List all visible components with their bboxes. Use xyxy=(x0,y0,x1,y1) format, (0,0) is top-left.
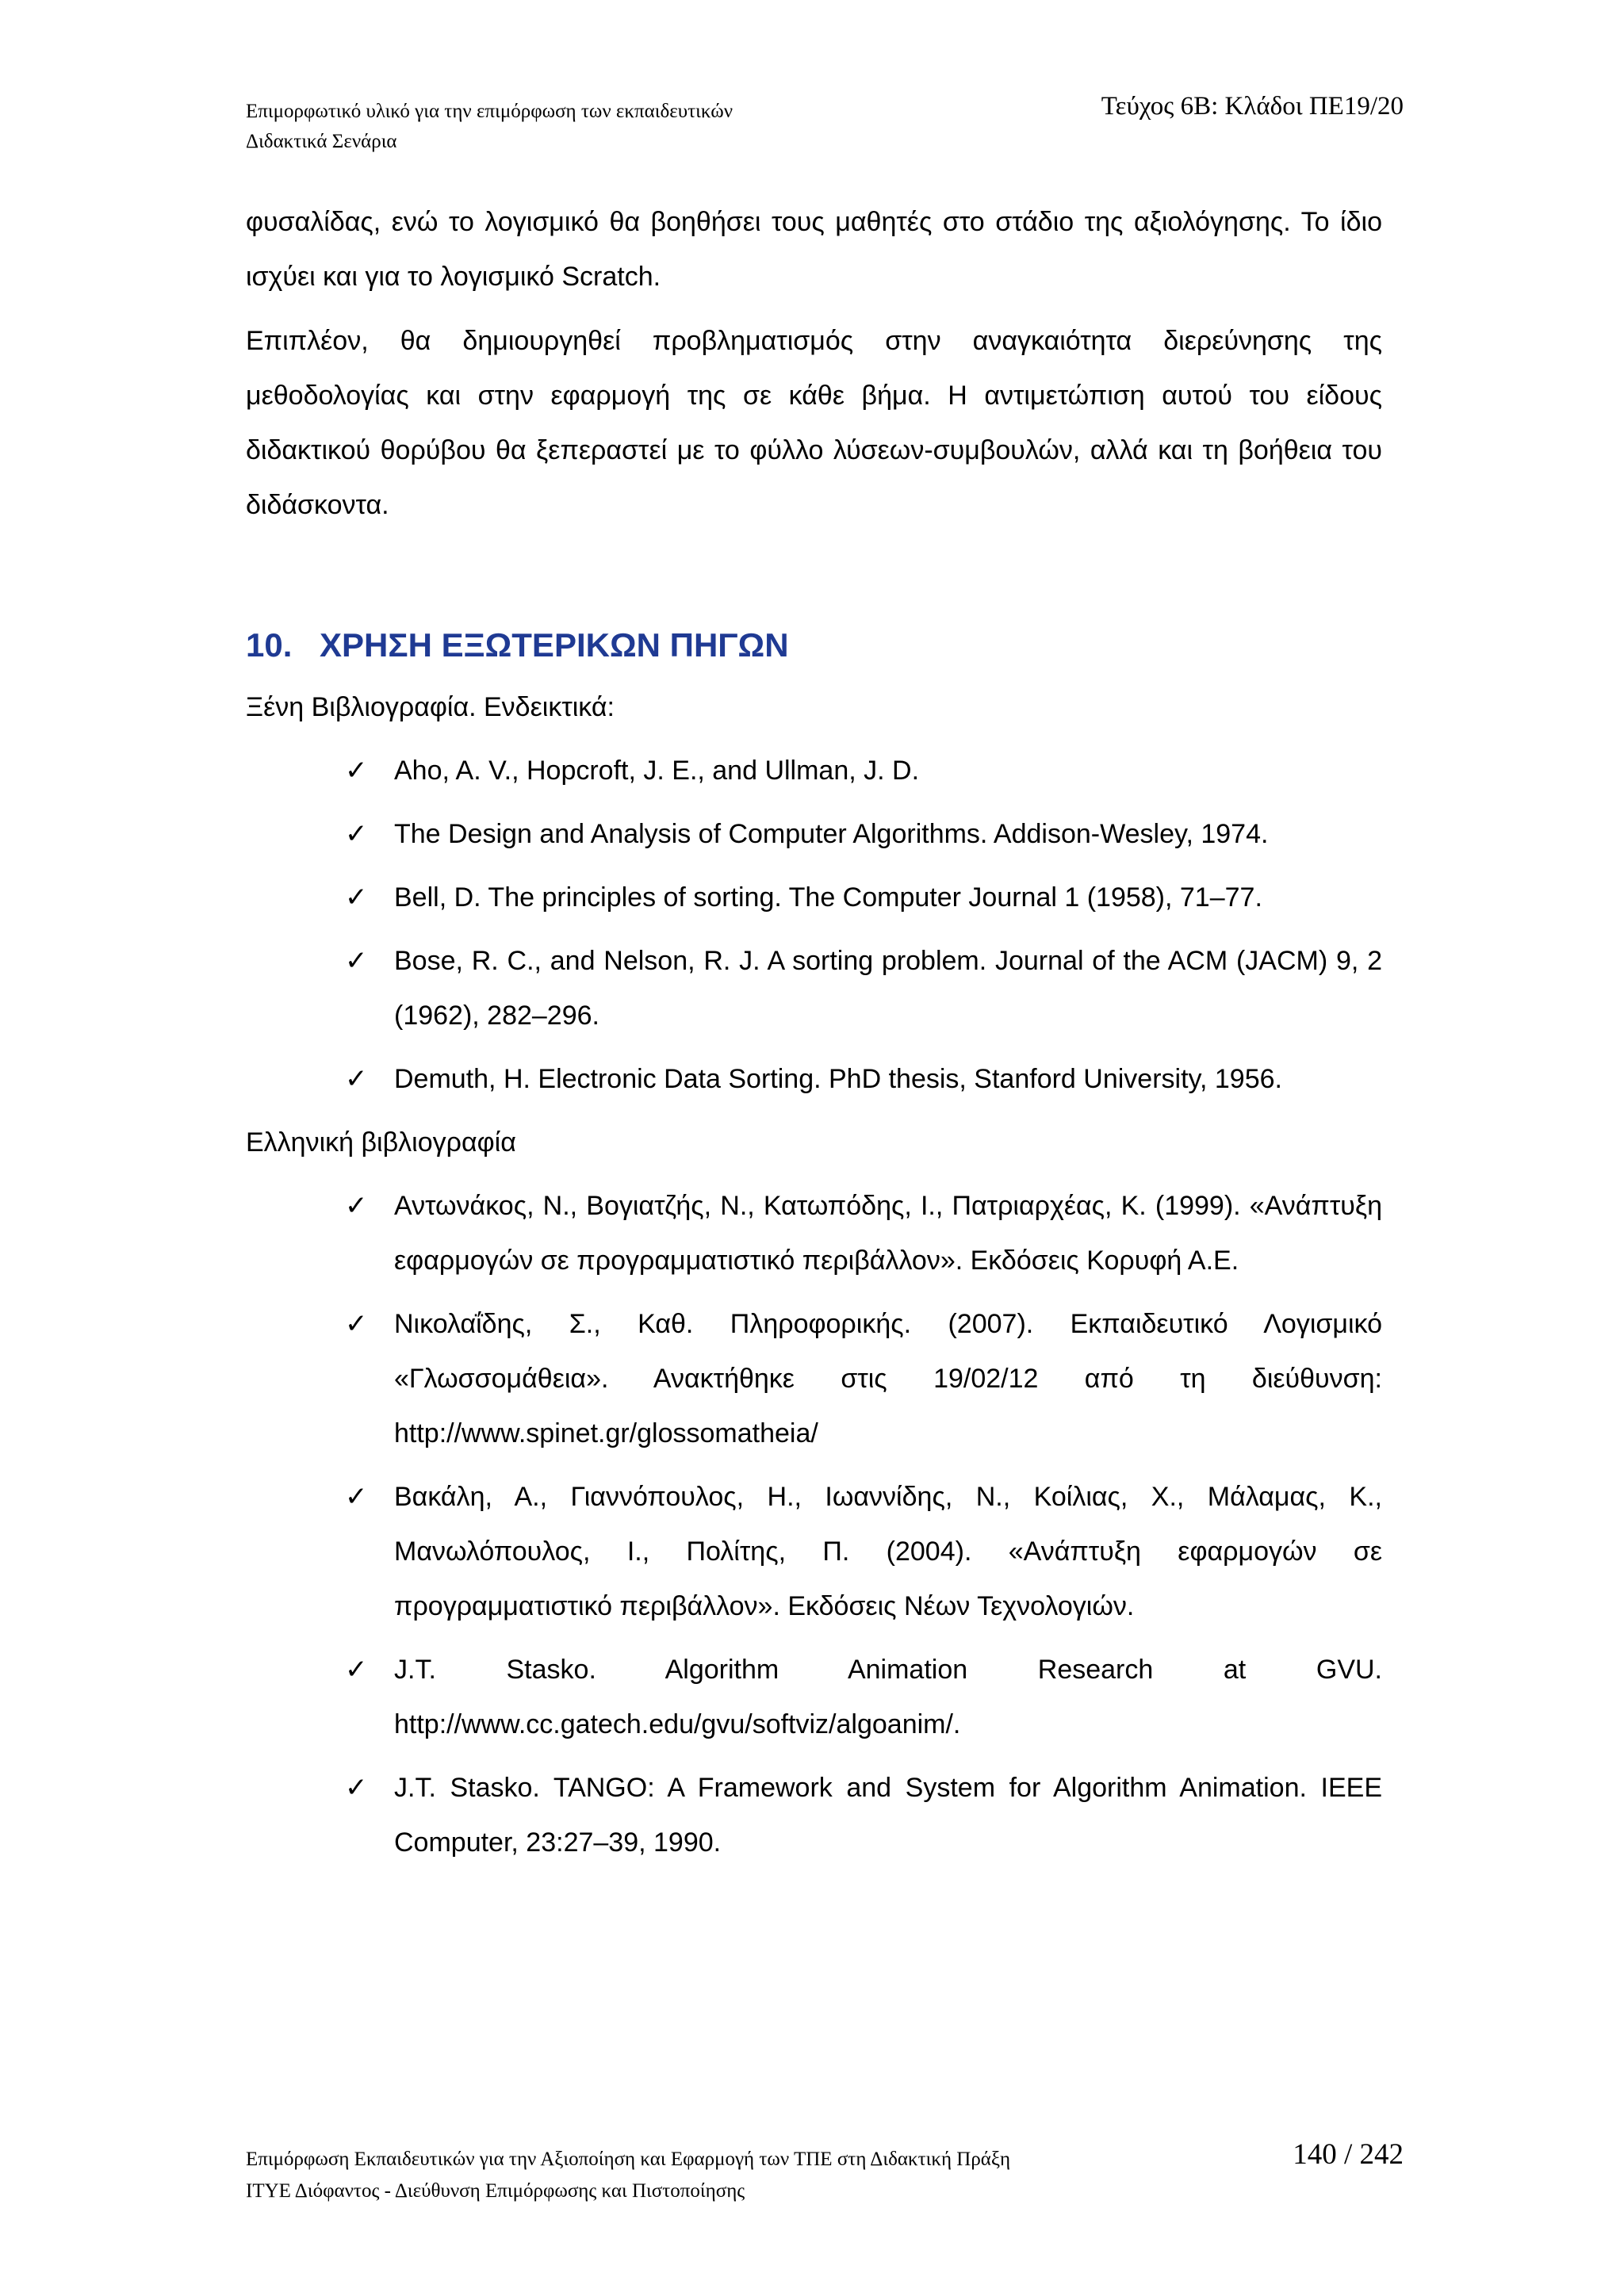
list-item xyxy=(345,1297,1382,1461)
bibliography xyxy=(246,680,1382,1879)
footer-left xyxy=(246,2144,1010,2207)
list-item xyxy=(345,934,1382,1043)
list-item xyxy=(345,871,1382,925)
section-title: ΧΡΗΣΗ ΕΞΩΤΕΡΙΚΩΝ ΠΗΓΩΝ xyxy=(320,626,789,664)
reference-text: Bose, R. C., and Nelson, R. J. A sorting problem. Journal of the ACM (JACM) 9, 2 (1962), 282–296. xyxy=(394,946,1382,1031)
list-item xyxy=(345,744,1382,798)
foreign-bibliography-label: Ξένη Βιβλιογραφία. Ενδεικτικά: xyxy=(246,692,615,722)
check-icon: ✓ xyxy=(345,1773,368,1803)
header-subtitle: Επιμορφωτικό υλικό για την επιμόρφωση των εκπαιδευτικών xyxy=(246,101,733,122)
check-icon: ✓ xyxy=(345,882,368,913)
check-icon: ✓ xyxy=(345,1655,368,1685)
footer-organization: ΙΤΥΕ Διόφαντος - Διεύθυνση Επιμόρφωσης και Πιστοποίησης xyxy=(246,2180,745,2202)
paragraph: Επιπλέον, θα δημιουργηθεί προβληματισμός στην αναγκαιότητα διερεύνησης της μεθοδολογίας και στην εφαρμογή της σε κάθε βήμα. Η αντιμετώπιση αυτού του είδους διδακτικού θορύβου θα ξεπεραστεί με το φύλλο λύσεων-συμβουλών, αλλά και τη βοήθεια του διδάσκοντα. xyxy=(246,326,1382,520)
reference-text: Νικολαΐδης, Σ., Καθ. Πληροφορικής. (2007). Εκπαιδευτικό Λογισμικό «Γλωσσομάθεια». Ανακτήθηκε στις 19/02/12 από τη διεύθυνση: http://www.spinet.gr/glossomatheia/ xyxy=(394,1309,1382,1448)
check-icon: ✓ xyxy=(345,946,368,976)
reference-text: Αντωνάκος, Ν., Βογιατζής, Ν., Κατωπόδης, Ι., Πατριαρχέας, Κ. (1999). «Ανάπτυξη εφαρμογών σε προγραμματιστικό περιβάλλον». Εκδόσεις Κορυφή Α.Ε. xyxy=(394,1191,1382,1276)
check-icon: ✓ xyxy=(345,1191,368,1221)
check-icon: ✓ xyxy=(345,1309,368,1339)
reference-text: Βακάλη, Α., Γιαννόπουλος, Η., Ιωαννίδης, Ν., Κοίλιας, Χ., Μάλαμας, Κ., Μανωλόπουλος, Ι., Πολίτης, Π. (2004). «Ανάπτυξη εφαρμογών σε προγραμματιστικό περιβάλλον». Εκδόσεις Νέων Τεχνολογιών. xyxy=(394,1482,1382,1621)
check-icon: ✓ xyxy=(345,1064,368,1094)
reference-text: Demuth, H. Electronic Data Sorting. PhD thesis, Stanford University, 1956. xyxy=(394,1064,1282,1094)
check-icon: ✓ xyxy=(345,1482,368,1512)
check-icon: ✓ xyxy=(345,756,368,786)
greek-bibliography-label: Ελληνική βιβλιογραφία xyxy=(246,1127,516,1158)
header-issue: Τεύχος 6Β: Κλάδοι ΠΕ19/20 xyxy=(1101,92,1404,121)
list-item xyxy=(345,1179,1382,1288)
header-left xyxy=(246,97,733,157)
reference-text: The Design and Analysis of Computer Algorithms. Addison-Wesley, 1974. xyxy=(394,819,1269,849)
section-heading xyxy=(246,624,789,667)
reference-text: Aho, A. V., Hopcroft, J. E., and Ullman, J. D. xyxy=(394,756,920,786)
list-item xyxy=(345,807,1382,862)
list-item xyxy=(345,1052,1382,1107)
foreign-bibliography-list xyxy=(246,744,1382,1107)
section-number: 10. xyxy=(246,626,293,664)
reference-text: J.T. Stasko. Algorithm Animation Research at GVU. http://www.cc.gatech.edu/gvu/softviz/algoanim/. xyxy=(394,1655,1382,1739)
reference-text: J.T. Stasko. TANGO: A Framework and System for Algorithm Animation. IEEE Computer, 23:27–39, 1990. xyxy=(394,1773,1382,1858)
paragraph: φυσαλίδας, ενώ το λογισμικό θα βοηθήσει τους μαθητές στο στάδιο της αξιολόγησης. Το ίδιο ισχύει και για το λογισμικό Scratch. xyxy=(246,207,1382,292)
reference-text: Bell, D. The principles of sorting. The Computer Journal 1 (1958), 71–77. xyxy=(394,882,1262,913)
check-icon: ✓ xyxy=(345,819,368,849)
list-item xyxy=(345,1761,1382,1870)
list-item xyxy=(345,1643,1382,1752)
page-number: 140 / 242 xyxy=(1293,2138,1404,2171)
greek-bibliography-list xyxy=(246,1179,1382,1870)
header-section: Διδακτικά Σενάρια xyxy=(246,131,397,152)
body-text xyxy=(246,195,1382,533)
list-item xyxy=(345,1470,1382,1634)
footer-program: Επιμόρφωση Εκπαιδευτικών για την Αξιοποίηση και Εφαρμογή των ΤΠΕ στη Διδακτική Πράξη xyxy=(246,2149,1011,2170)
